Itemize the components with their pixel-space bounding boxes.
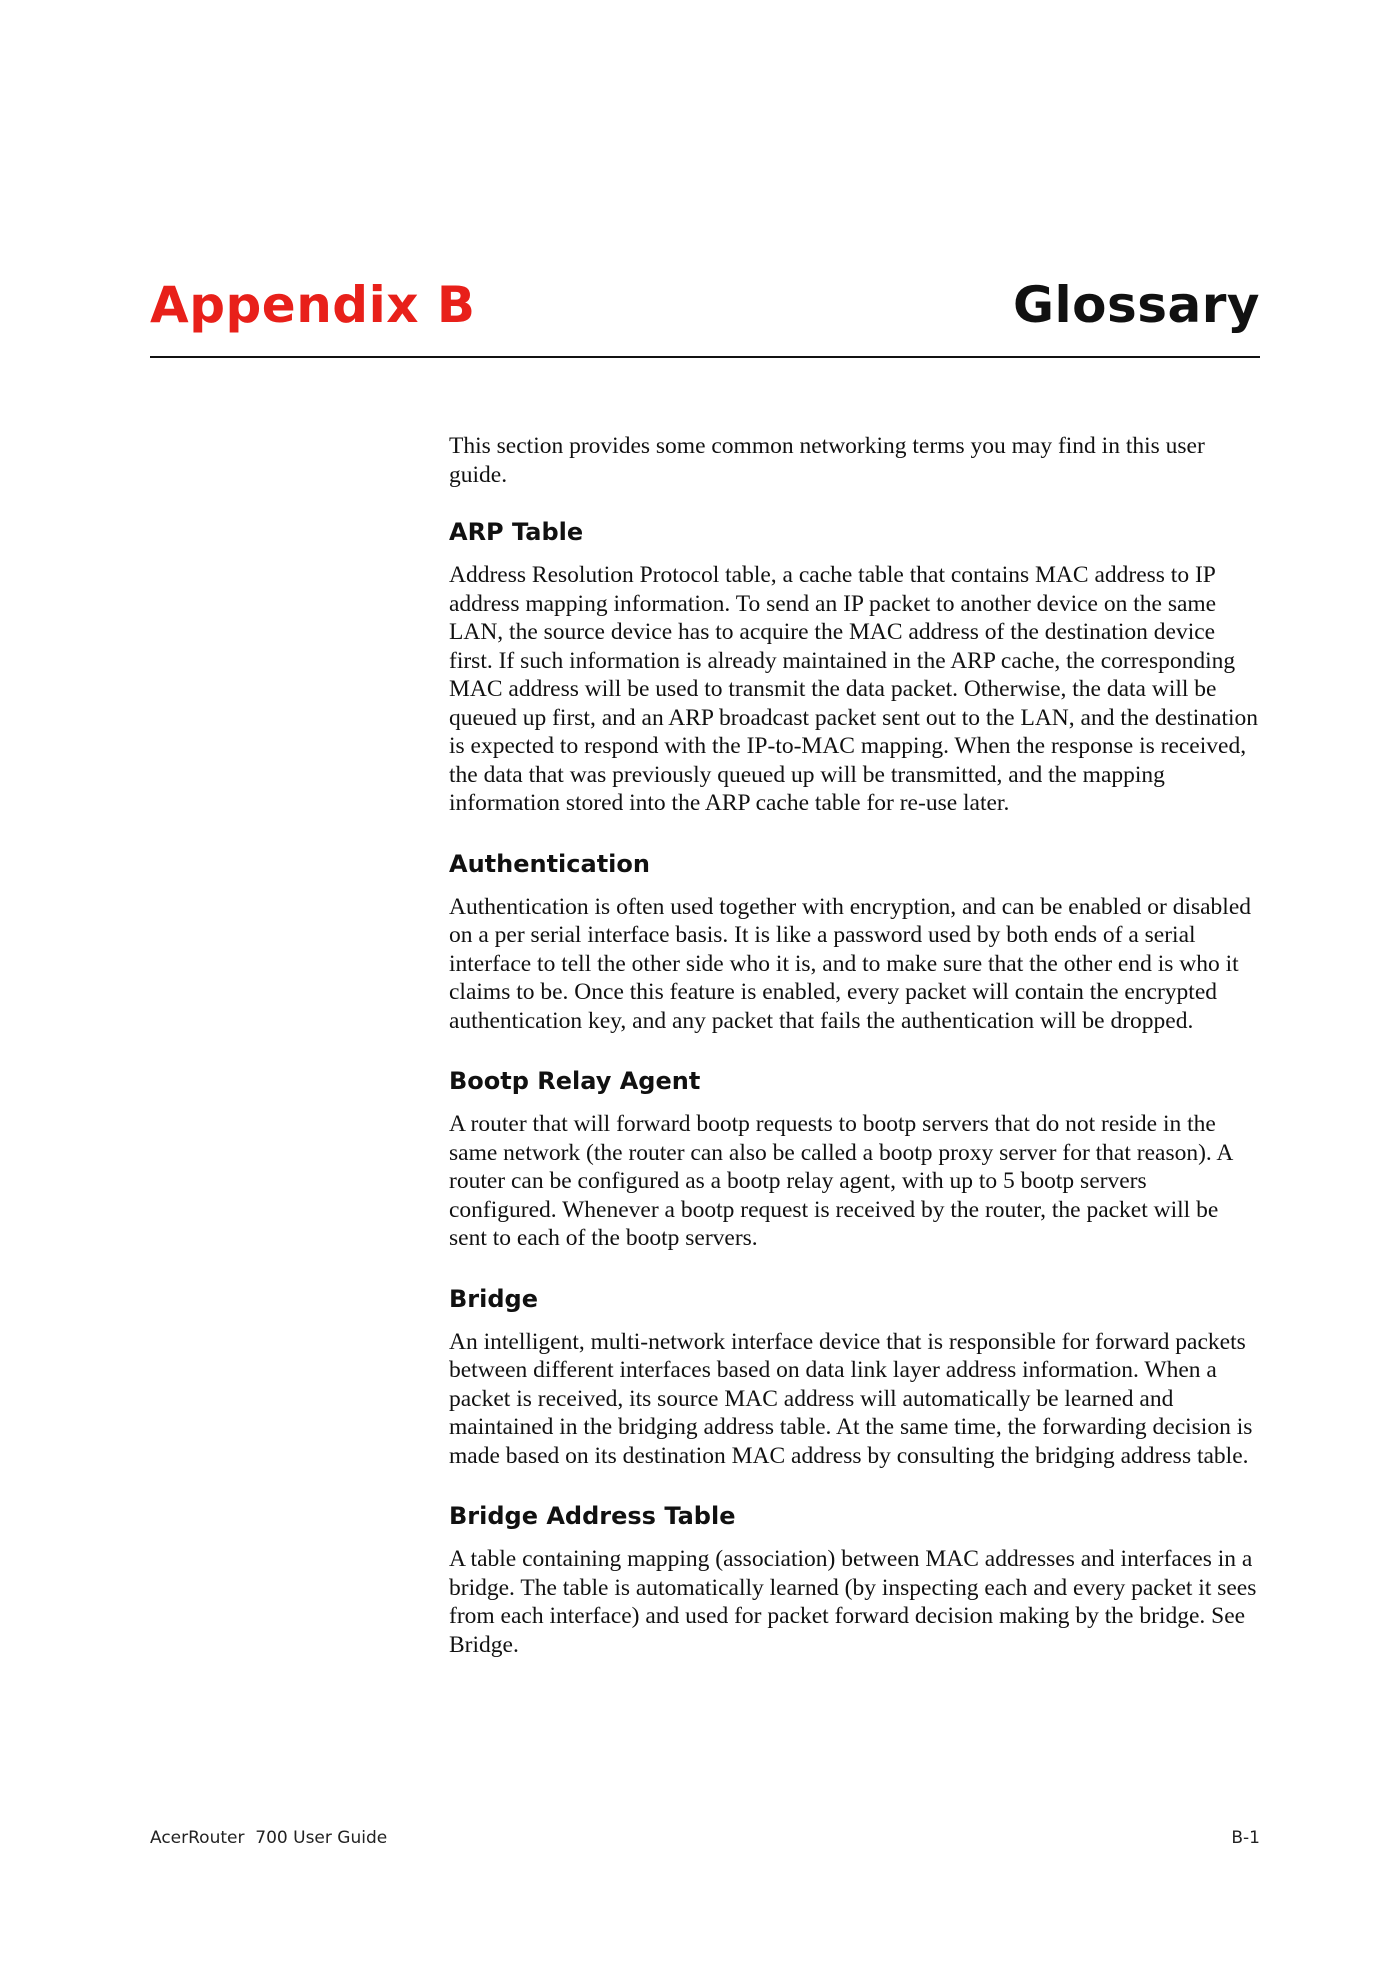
glossary-term: Bridge xyxy=(449,1284,538,1313)
page-title: Glossary xyxy=(1012,276,1260,334)
glossary-definition: Authentication is often used together with encryption, and can be enabled or disabled on a per serial interface basis. It is like a password used by both ends of a serial interface to tell the other side who it is, and to make sure that the other end is who it claims to be. Once this feature is enabled, every packet will contain the encrypted authentication key, and any packet that fails the authentication will be dropped. xyxy=(449,893,1252,1034)
glossary-term: Bootp Relay Agent xyxy=(449,1067,701,1095)
glossary-definition: A table containing mapping (association) between MAC addresses and interfaces in a bridge. The table is automatically learned (by inspecting each and every packet it sees from each interface) and used for packet forward decision making by the bridge. See Bridge. xyxy=(449,1546,1257,1658)
glossary-definition: An intelligent, multi-network interface device that is responsible for forward packets between different interfaces based on data link layer address information. When a packet is received, its source MAC address will automatically be learned and maintained in the bridging address table. At the same time, the forwarding decision is made based on its destination MAC address by consulting the bridging address table. xyxy=(449,1328,1253,1469)
intro-paragraph: This section provides some common networking terms you may find in this user guide. xyxy=(449,433,1205,488)
glossary-definition: Address Resolution Protocol table, a cache table that contains MAC address to IP address mapping information. To send an IP packet to another device on the same LAN, the source device has to acquire the MAC address of the destination device first. If such information is already maintained in the ARP cache, the corresponding MAC address will be used to transmit the data packet. Otherwise, the data will be queued up first, and an ARP broadcast packet sent out to the LAN, and the destination is expected to respond with the IP-to-MAC mapping. When the response is received, the data that was previously queued up will be transmitted, and the mapping information stored into the ARP cache table for re-use later. xyxy=(449,562,1259,816)
glossary-term: Bridge Address Table xyxy=(449,1502,736,1530)
glossary-entry-bootp-relay-agent xyxy=(449,1066,1259,1253)
footer-guide-title: AcerRouter 700 User Guide xyxy=(150,1828,388,1848)
glossary-entry-authentication xyxy=(449,849,1259,1036)
footer-page-number: B-1 xyxy=(1231,1828,1260,1848)
page-header xyxy=(150,272,1260,358)
glossary-entry-arp-table xyxy=(449,517,1259,818)
glossary-entry-bridge-address-table xyxy=(449,1501,1259,1659)
chapter-label: Appendix B xyxy=(150,276,476,334)
glossary-term: ARP Table xyxy=(449,518,584,546)
glossary-term: Authentication xyxy=(449,849,650,878)
glossary-content xyxy=(449,432,1259,1690)
glossary-entry-bridge xyxy=(449,1284,1259,1471)
glossary-definition: A router that will forward bootp requests to bootp servers that do not reside in the same network (the router can also be called a bootp proxy server for that reason). A router can be configured as a bootp relay agent, with up to 5 bootp servers configured. Whenever a bootp request is received by the router, the packet will be sent to each of the bootp servers. xyxy=(449,1111,1233,1251)
